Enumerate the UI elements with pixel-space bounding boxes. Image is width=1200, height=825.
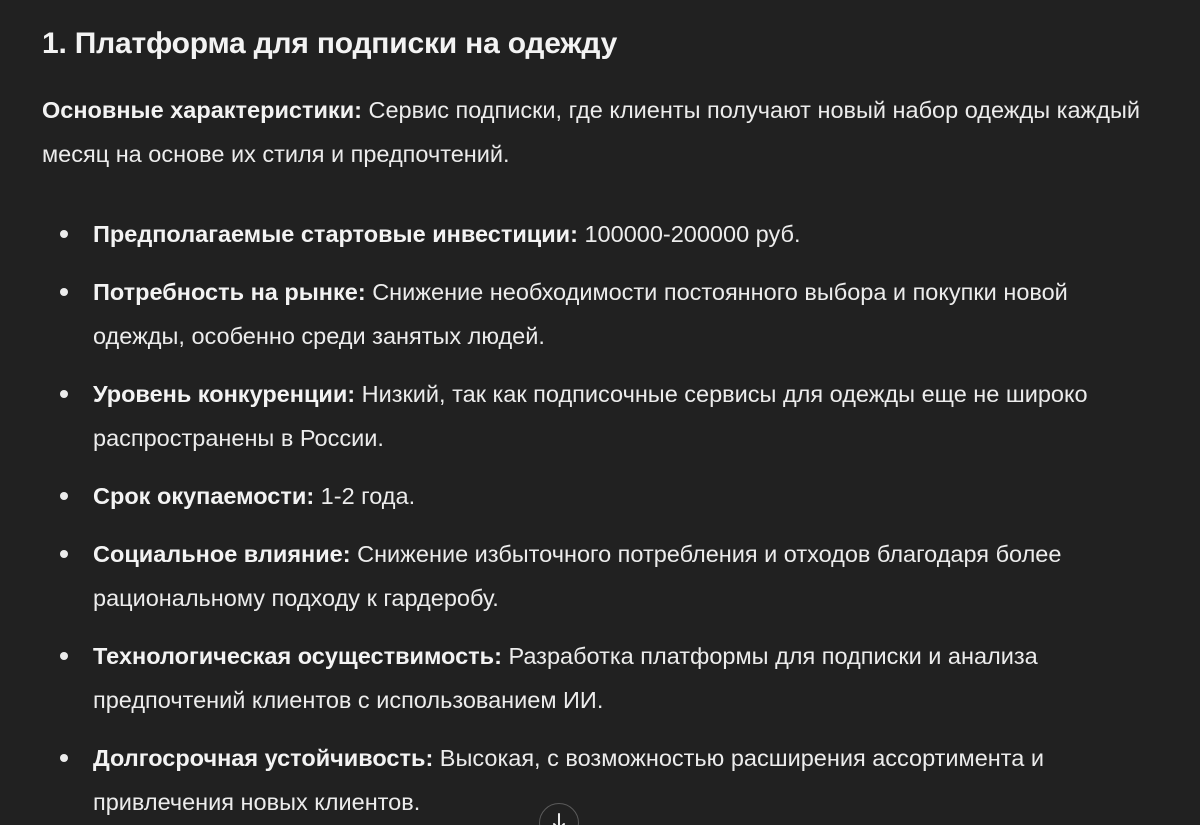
criterion-text: Снижение необходимости постоянного выбора и покупки новой одежды, особенно среди занятых людей. (93, 279, 1068, 349)
criterion-label: Социальное влияние: (93, 541, 351, 567)
criterion-text: 100000-200000 руб. (577, 221, 801, 247)
list-item (42, 474, 1162, 518)
bullet-icon (60, 230, 68, 238)
section-heading: 1. Платформа для подписки на одежду (42, 27, 618, 60)
bullet-icon (60, 288, 68, 296)
list-item (42, 270, 1162, 358)
bullet-icon (60, 754, 68, 762)
criterion-label: Долгосрочная устойчивость: (93, 745, 434, 771)
list-item (42, 736, 1162, 824)
criterion-label: Потребность на рынке: (93, 279, 366, 305)
bullet-icon (60, 492, 68, 500)
criterion-label: Технологическая осуществимость: (93, 643, 502, 669)
bullet-icon (60, 652, 68, 660)
list-item (42, 634, 1162, 722)
list-item (42, 532, 1162, 620)
list-item (42, 212, 1162, 256)
summary-label: Основные характеристики: (42, 97, 362, 123)
criterion-label: Уровень конкуренции: (93, 381, 356, 407)
bullet-icon (60, 390, 68, 398)
criterion-text: Разработка платформы для подписки и анализа предпочтений клиентов с использованием ИИ. (93, 643, 1038, 713)
message-content (42, 22, 1162, 825)
criterion-text: Высокая, с возможностью расширения ассортимента и привлечения новых клиентов. (93, 745, 1044, 815)
bullet-icon (60, 550, 68, 558)
criterion-text: Низкий, так как подписочные сервисы для одежды еще не широко распространены в России. (93, 381, 1088, 451)
criterion-text: Снижение избыточного потребления и отходов благодаря более рациональному подходу к гардеробу. (93, 541, 1062, 611)
arrow-down-icon (552, 812, 566, 825)
criterion-label: Срок окупаемости: (93, 483, 315, 509)
summary-paragraph (42, 88, 1162, 176)
criteria-list (42, 212, 1162, 824)
summary-text: Сервис подписки, где клиенты получают новый набор одежды каждый месяц на основе их стиля и предпочтений. (42, 97, 1140, 167)
criterion-text: 1-2 года. (314, 483, 416, 509)
criterion-label: Предполагаемые стартовые инвестиции: (93, 221, 578, 247)
list-item (42, 372, 1162, 460)
